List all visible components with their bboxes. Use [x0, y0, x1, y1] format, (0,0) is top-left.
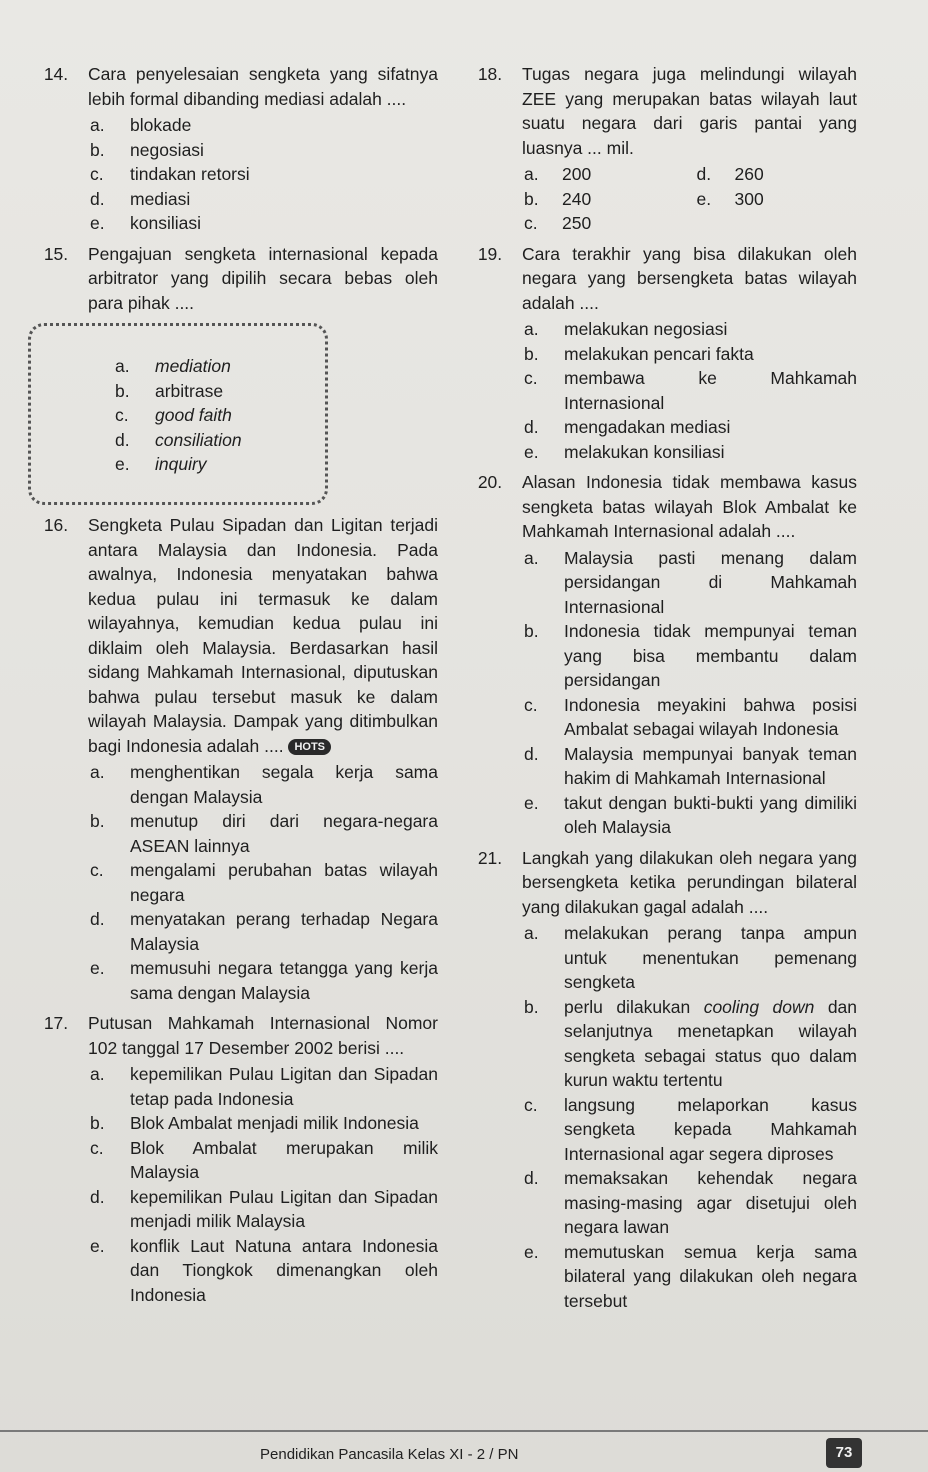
option-d: d. kepemilikan Pulau Ligitan dan Sipadan menjadi milik Malaysia [90, 1186, 438, 1231]
question-15 [28, 242, 438, 316]
option-a: a. Malaysia pasti menang dalam persidangan di Mahkamah Internasional [524, 547, 857, 617]
option-a: a. menghentikan segala kerja sama dengan Malaysia [90, 762, 438, 807]
page-number: 73 [826, 1438, 862, 1468]
option-b: b. perlu dilakukan cooling down dan selanjutnya menetapkan wilayah sengketa sebagai status quo dalam kurun waktu tertentu [524, 996, 858, 1090]
question-20 [462, 470, 857, 840]
question-text: Cara penyelesaian sengketa yang sifatnya lebih formal dibanding mediasi adalah .... [88, 64, 438, 109]
question-text: Putusan Mahkamah Internasional Nomor 102 tanggal 17 Desember 2002 berisi .... [88, 1013, 438, 1058]
option-list [88, 113, 438, 236]
option-c: c. mengalami perubahan batas wilayah negara [90, 860, 438, 905]
question-21 [462, 846, 857, 1314]
option-e: e. konflik Laut Natuna antara Indonesia dan Tiongkok dimenangkan oleh Indonesia [90, 1235, 438, 1305]
question-text: Sengketa Pulau Sipadan dan Ligitan terjadi antara Malaysia dan Indonesia. Pada awalnya, Indonesia menyatakan bahwa kedua pulau ini termasuk ke dalam wilayahnya, kemudian kedua pulau ini diklaim oleh Malaysia. Berdasarkan hasil sidang Mahkamah Internasional, diputuskan bahwa pulau tersebut masuk ke dalam wilayah Malaysia. Dampak yang ditimbulkan bagi Indonesia adalah .... HOTS [88, 515, 438, 756]
option-b: b. menutup diri dari negara-negara ASEAN lainnya [90, 811, 438, 856]
option-b: b. arbitrase [115, 380, 224, 401]
option-a: a. blokade [90, 115, 192, 135]
option-d: d. consiliation [115, 429, 242, 450]
option-list [522, 317, 857, 464]
option-b: b. melakukan pencari fakta [524, 343, 754, 364]
option-e: e. memutuskan semua kerja sama bilateral yang dilakukan oleh negara tersebut [524, 1241, 857, 1311]
question-number: 16. [43, 515, 69, 535]
question-18 [462, 62, 857, 236]
option-c: c. membawa ke Mahkamah Internasional [524, 368, 857, 413]
right-column [462, 62, 857, 1319]
option-grid [522, 162, 857, 236]
question-number: 17. [43, 1013, 69, 1033]
option-c: c. Blok Ambalat merupakan milik Malaysia [90, 1137, 438, 1182]
question-19 [462, 242, 857, 465]
question-number: 21. [477, 847, 503, 868]
option-c: c. tindakan retorsi [90, 164, 250, 184]
option-d: d. mediasi [90, 188, 191, 209]
option-list [522, 921, 857, 1313]
option-b: b. Blok Ambalat menjadi milik Indonesia [90, 1113, 419, 1133]
question-number: 18. [477, 64, 503, 84]
options-frame [28, 323, 328, 505]
option-list [88, 1062, 438, 1307]
question-number: 20. [477, 472, 503, 492]
question-14 [28, 62, 438, 236]
option-a: a. 200 [524, 164, 592, 184]
question-number: 15. [43, 243, 69, 264]
option-e: e. 300 [696, 188, 764, 209]
option-d: d. memaksakan kehendak negara masing-masing agar disetujui oleh negara lawan [524, 1168, 857, 1237]
option-e: e. inquiry [115, 454, 207, 474]
question-16 [28, 513, 438, 1005]
option-list [522, 546, 857, 840]
option-b: b. Indonesia tidak mempunyai teman yang bisa membantu dalam persidangan [524, 621, 857, 690]
option-d: d. 260 [696, 164, 764, 184]
question-text: Cara terakhir yang bisa dilakukan oleh negara yang bersengketa batas wilayah adalah .... [522, 243, 857, 313]
option-e: e. konsiliasi [90, 213, 201, 233]
option-a: a. melakukan negosiasi [524, 319, 728, 339]
question-text: Alasan Indonesia tidak membawa kasus sengketa batas wilayah Blok Ambalat ke Mahkamah Internasional adalah .... [522, 472, 857, 541]
option-a: a. melakukan perang tanpa ampun untuk menentukan pemenang sengketa [524, 923, 857, 992]
question-17 [28, 1011, 438, 1307]
option-c: c. Indonesia meyakini bahwa posisi Ambalat sebagai wilayah Indonesia [524, 694, 857, 739]
page-footer [0, 1430, 928, 1472]
option-a: a. kepemilikan Pulau Ligitan dan Sipadan tetap pada Indonesia [90, 1064, 438, 1109]
question-text: Langkah yang dilakukan oleh negara yang bersengketa ketika perundingan bilateral yang dilakukan gagal adalah .... [522, 847, 857, 917]
option-c: c. 250 [524, 213, 592, 233]
option-a: a. mediation [115, 356, 231, 376]
option-d: d. mengadakan mediasi [524, 417, 731, 437]
option-d: d. Malaysia mempunyai banyak teman hakim di Mahkamah Internasional [524, 743, 857, 788]
option-e: e. melakukan konsiliasi [524, 441, 725, 462]
question-number: 19. [477, 243, 503, 264]
option-c: c. langsung melaporkan kasus sengketa kepada Mahkamah Internasional agar segera diproses [524, 1094, 857, 1164]
hots-badge: HOTS [288, 739, 331, 755]
left-column [28, 62, 438, 1313]
option-e: e. memusuhi negara tetangga yang kerja sama dengan Malaysia [90, 958, 438, 1003]
option-e: e. takut dengan bukti-bukti yang dimiliki oleh Malaysia [524, 792, 857, 837]
option-b: b. 240 [524, 188, 592, 209]
option-c: c. good faith [115, 405, 232, 425]
question-text: Tugas negara juga melindungi wilayah ZEE yang merupakan batas wilayah laut suatu negara dari garis pantai yang luasnya ... mil. [522, 64, 857, 158]
option-list [88, 760, 438, 1005]
question-text: Pengajuan sengketa internasional kepada arbitrator yang dipilih secara bebas oleh para pihak .... [88, 243, 438, 313]
book-title: Pendidikan Pancasila Kelas XI - 2 / PN [260, 1446, 519, 1463]
option-b: b. negosiasi [90, 139, 204, 160]
option-d: d. menyatakan perang terhadap Negara Malaysia [90, 909, 438, 954]
question-number: 14. [43, 64, 69, 84]
